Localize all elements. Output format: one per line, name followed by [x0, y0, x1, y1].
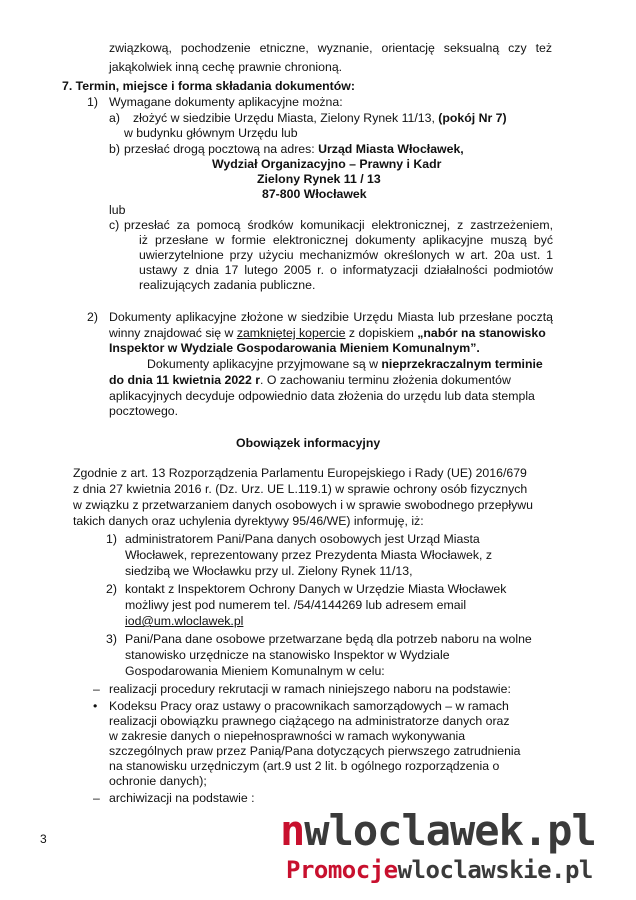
- text-span: Dokumenty aplikacyjne przyjmowane są w: [147, 357, 382, 371]
- text-line: Pani/Pana dane osobowe przetwarzane będą dla potrzeb naboru na wolne: [125, 632, 532, 646]
- section-heading: 7. Termin, miejsce i forma składania dokumentów:: [62, 79, 355, 93]
- text-line: siedzibą we Włocławku przy ul. Zielony Rynek 11/13,: [125, 564, 413, 578]
- list-letter: a): [109, 111, 120, 125]
- dash-bullet: –: [93, 682, 100, 696]
- dash-bullet: –: [93, 791, 100, 805]
- text-line: Zgodnie z art. 13 Rozporządzenia Parlamentu Europejskiego i Rady (UE) 2016/679: [73, 466, 527, 480]
- text-line: aplikacyjnych decyduje odpowiednio data złożenia do urzędu lub data stempla: [109, 389, 535, 403]
- watermark-promocje: [286, 856, 593, 884]
- address-line: Zielony Rynek 11 / 13: [257, 172, 381, 186]
- text-line: szczególnych praw przez Panią/Pana dotyczących pierwszego zatrudnienia: [109, 744, 521, 758]
- text-line: Wymagane dokumenty aplikacyjne można:: [109, 95, 343, 109]
- text-line: kontakt z Inspektorem Ochrony Danych w Urzędzie Miasta Włocławek: [125, 582, 507, 596]
- text-line: [109, 326, 546, 341]
- watermark-part: wloclawek.pl: [304, 806, 596, 855]
- page-number: 3: [40, 832, 47, 846]
- text-line: iż przesłane w formie elektronicznej dokumenty aplikacyjne muszą być: [139, 233, 553, 247]
- watermark-part: n: [280, 806, 305, 855]
- room-number: (pokój Nr 7): [438, 111, 507, 125]
- text-line: takich danych oraz uchylenia dyrektywy 95/46/WE) informuję, iż:: [73, 514, 424, 528]
- watermark-part: wloclawskie.pl: [397, 856, 593, 884]
- list-number: 3): [106, 632, 117, 646]
- text-line: ustawy z dnia 17 lutego 2005 r. o informatyzacji działalności podmiotów: [139, 263, 553, 277]
- address-line: 87-800 Włocławek: [262, 187, 367, 201]
- address-line: Wydział Organizacyjno – Prawny i Kadr: [212, 157, 442, 171]
- text-span: złożyć w siedzibie Urzędu Miasta, Zielony Rynek 11/13,: [133, 111, 435, 125]
- text-line: uwierzytelnione przy użyciu mechanizmów określonych w art. 20a ust. 1: [139, 248, 553, 262]
- text-span: winny znajdować się w: [109, 326, 237, 340]
- text-line: jakąkolwiek inną cechę prawnie chronioną.: [109, 60, 343, 74]
- text-line: [109, 373, 511, 388]
- text-line: związkową, pochodzenie etniczne, wyznanie, orientację seksualną czy też: [109, 41, 552, 55]
- text-line: realizujących zadania publiczne.: [139, 278, 316, 292]
- text-line: przesłać za pomocą środków komunikacji elektronicznej, z zastrzeżeniem,: [124, 218, 553, 232]
- watermark-nwloclawek: [280, 806, 596, 855]
- list-letter: b): [109, 142, 120, 156]
- text-line: administratorem Pani/Pana danych osobowych jest Urząd Miasta: [125, 532, 480, 546]
- text-span: z dopiskiem: [345, 326, 418, 340]
- text-line: [133, 111, 507, 126]
- watermark-part: Promocje: [286, 856, 398, 884]
- list-number: 1): [106, 532, 117, 546]
- bold-text: „nabór na stanowisko: [417, 326, 546, 340]
- text-line: ochronie danych);: [109, 774, 207, 788]
- text-line: w zakresie danych o niepełnosprawności w ramach wykonywania: [109, 729, 466, 743]
- text-line: lub: [109, 203, 126, 217]
- bold-text: nieprzekraczalnym terminie: [381, 357, 543, 371]
- deadline-text: do dnia 11 kwietnia 2022 r: [109, 373, 261, 387]
- address-line: Urząd Miasta Włocławek,: [318, 142, 464, 156]
- text-line: stanowisko urzędnicze na stanowisko Inspektor w Wydziale: [125, 648, 450, 662]
- section-heading: Obowiązek informacyjny: [236, 436, 381, 450]
- text-line: Włocławek, reprezentowany przez Prezydenta Miasta Włocławek, z: [125, 548, 492, 562]
- text-line: realizacji obowiązku prawnego ciążącego na administratorze danych oraz: [109, 714, 510, 728]
- text-line: [147, 357, 543, 372]
- underlined-text: zamkniętej kopercie: [236, 326, 346, 340]
- list-number: 1): [87, 95, 98, 109]
- text-line: w związku z przetwarzaniem danych osobowych i w sprawie swobodnego przepływu: [73, 498, 533, 512]
- email-link[interactable]: iod@um.wloclawek.pl: [125, 614, 244, 628]
- text-line: pocztowego.: [109, 404, 179, 418]
- text-line: w budynku głównym Urzędu lub: [124, 126, 298, 140]
- text-span: przesłać drogą pocztową na adres:: [124, 142, 315, 156]
- text-line: [124, 142, 464, 157]
- bullet-icon: •: [93, 699, 98, 713]
- list-number: 2): [106, 582, 117, 596]
- text-line: Dokumenty aplikacyjne złożone w siedzibie Urzędu Miasta lub przesłane pocztą: [109, 310, 553, 324]
- text-line: archiwizacji na podstawie :: [109, 791, 255, 805]
- text-line: z dnia 27 kwietnia 2016 r. (Dz. Urz. UE L.119.1) w sprawie ochrony osób fizycznych: [73, 482, 528, 496]
- list-letter: c): [109, 218, 120, 232]
- bold-text: Inspektor w Wydziale Gospodarowania Mieniem Komunalnym”.: [109, 341, 480, 355]
- text-span: . O zachowaniu terminu złożenia dokumentów: [260, 373, 511, 387]
- text-line: realizacji procedury rekrutacji w ramach niniejszego naboru na podstawie:: [109, 682, 511, 696]
- text-line: Kodeksu Pracy oraz ustawy o pracownikach samorządowych – w ramach: [109, 699, 509, 713]
- list-number: 2): [87, 310, 98, 324]
- text-line: na stanowisku urzędniczym (art.9 ust 2 lit. b ogólnego rozporządzenia o: [109, 759, 500, 773]
- text-line: Gospodarowania Mieniem Komunalnym w celu:: [125, 664, 385, 678]
- text-line: możliwy jest pod numerem tel. /54/4144269 lub adresem email: [125, 598, 467, 612]
